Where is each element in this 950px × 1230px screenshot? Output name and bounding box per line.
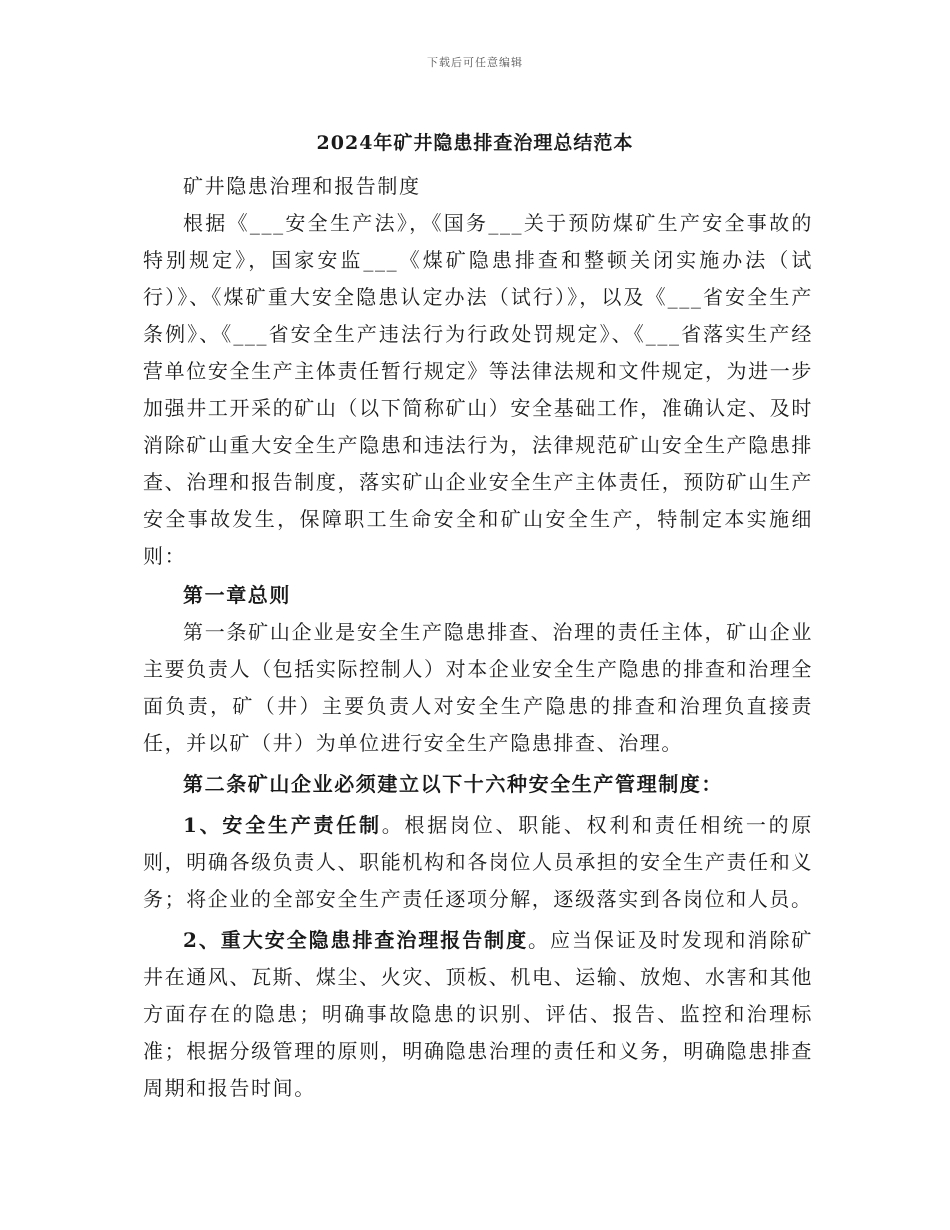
header-note: 下载后可任意编辑 — [427, 56, 523, 69]
document-title: 2024年矿井隐患排查治理总结范本 — [316, 132, 634, 154]
item-1-title: 1、安全生产责任制 — [183, 813, 382, 837]
item-2-text: 。应当保证及时发现和消除矿井在通风、瓦斯、煤尘、火灾、顶板、机电、运输、放炮、水害和其他方面存在的隐患；明确事故隐患的识别、评估、报告、监控和治理标准；根据分级管理的原则，明确隐患治理的责任和义务，明确隐患排查周期和报告时间。 — [143, 928, 813, 1100]
item-2-title: 2、重大安全隐患排查治理报告制度 — [183, 928, 529, 952]
article-2-heading: 第二条矿山企业必须建立以下十六种安全生产管理制度： — [183, 772, 723, 796]
item-1-text: 。根据岗位、职能、权利和责任相统一的原则，明确各级负责人、职能机构和各岗位人员承担的安全生产责任和义务；将企业的全部安全生产责任逐项分解，逐级落实到各岗位和人员。 — [143, 813, 813, 911]
article-1-paragraph: 第一条矿山企业是安全生产隐患排查、治理的责任主体，矿山企业主要负责人（包括实际控制人）对本企业安全生产隐患的排查和治理全面负责，矿（井）主要负责人对安全生产隐患的排查和治理负直接责任，并以矿（井）为单位进行安全生产隐患排查、治理。 — [143, 620, 813, 755]
chapter-heading: 第一章总则 — [183, 583, 291, 607]
item-2-paragraph — [143, 922, 813, 1107]
document-body — [143, 168, 813, 1107]
item-1-paragraph — [143, 807, 813, 918]
subtitle: 矿井隐患治理和报告制度 — [183, 174, 421, 198]
intro-paragraph: 根据《___安全生产法》，《国务___关于预防煤矿生产安全事故的特别规定》，国家安监___《煤矿隐患排查和整顿关闭实施办法（试行）》、《煤矿重大安全隐患认定办法（试行）》，以及《___省安全生产条例》、《___省安全生产违法行为行政处罚规定》、《___省落实生产经营单位安全生产主体责任暂行规定》等法律法规和文件规定，为进一步加强井工开采的矿山（以下简称矿山）安全基础工作，准确认定、及时消除矿山重大安全生产隐患和违法行为，法律规范矿山安全生产隐患排查、治理和报告制度，落实矿山企业安全生产主体责任，预防矿山生产安全事故发生，保障职工生命安全和矿山安全生产，特制定本实施细则： — [143, 211, 813, 568]
